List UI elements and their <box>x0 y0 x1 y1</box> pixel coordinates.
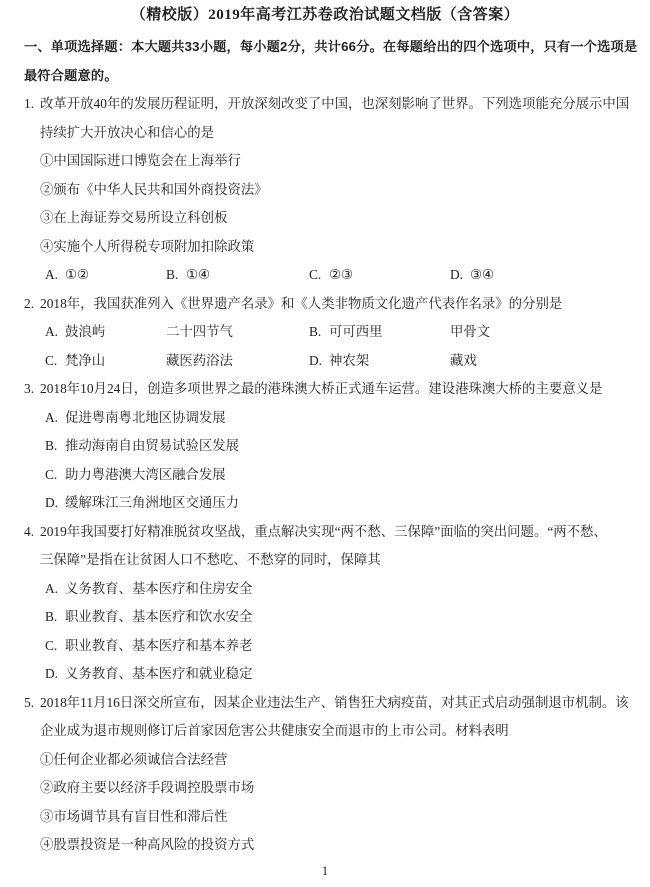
choice-text: 甲骨文 <box>450 324 491 339</box>
choice-text: ②③ <box>329 267 354 282</box>
question-5-number: 5. <box>24 694 35 710</box>
question-5-item-3: ③市场调节具有盲目性和滞后性 <box>40 808 228 824</box>
question-1-item-2: ②颁布《中华人民共和国外商投资法》 <box>40 181 268 197</box>
choice-label: C. <box>309 267 322 282</box>
choice-text: 促进粤南粤北地区协调发展 <box>65 409 226 425</box>
document-title: （精校版）2019年高考江苏卷政治试题文档版（含答案） <box>130 7 520 23</box>
page-number: 1 <box>321 864 329 878</box>
question-4-choice-b <box>0 603 650 632</box>
question-3-choice-a <box>0 404 650 433</box>
choice-text: 可可西里 <box>329 324 383 339</box>
question-2-choice-c2 <box>166 347 309 376</box>
question-2-choice-a <box>45 318 166 347</box>
choice-text: 二十四节气 <box>166 324 233 339</box>
question-4-number: 4. <box>24 523 35 539</box>
choice-text: 义务教育、基本医疗和就业稳定 <box>65 666 253 681</box>
question-5-item-1: ①任何企业都必须诚信合法经营 <box>40 751 228 767</box>
choice-label: D. <box>450 267 464 282</box>
choice-text: ③④ <box>470 267 495 282</box>
question-1-item-4: ④实施个人所得税专项附加扣除政策 <box>40 238 255 254</box>
question-4-choice-a <box>0 575 650 604</box>
question-2-choice-b2 <box>450 318 650 347</box>
question-5-stem-text: 2018年11月16日深交所宣布，因某企业违法生产、销售狂犬病疫苗，对其正式启动强制退市机制。该 <box>40 694 629 710</box>
choice-text: 神农架 <box>329 352 370 368</box>
choice-label: D. <box>45 495 59 510</box>
question-3-choice-c <box>0 461 650 490</box>
question-5-item-4: ④股票投资是一种高风险的投资方式 <box>40 837 255 852</box>
choice-label: B. <box>166 267 179 282</box>
choice-label: D. <box>45 666 59 681</box>
choice-text: 藏戏 <box>450 352 477 368</box>
question-5-stem-line1 <box>0 689 650 718</box>
question-2-stem-text: 2018年，我国获准列入《世界遗产名录》和《人类非物质文化遗产代表作名录》的分别是 <box>40 295 563 311</box>
choice-text: 缓解珠江三角洲地区交通压力 <box>65 495 240 510</box>
question-2-choice-row-2 <box>0 347 650 376</box>
question-1-stem-line2: 持续扩大开放决心和信心的是 <box>40 124 215 140</box>
choice-label: A. <box>45 409 59 425</box>
question-2-choice-d2 <box>450 347 650 376</box>
question-2-choice-b <box>309 318 450 347</box>
question-3-stem-line1 <box>0 375 650 404</box>
question-3-number: 3. <box>24 381 35 396</box>
choice-label: C. <box>45 466 58 482</box>
question-5-stem-line2: 企业成为退市规则修订后首家因危害公共健康安全而退市的上市公司。材料表明 <box>40 723 509 738</box>
question-3-choice-b <box>0 432 650 461</box>
question-1-item-3: ③在上海证券交易所设立科创板 <box>40 210 228 225</box>
choice-text: 推动海南自由贸易试验区发展 <box>65 438 240 453</box>
question-3-choice-d <box>0 489 650 518</box>
choice-text: ①④ <box>186 267 211 282</box>
question-1-choice-c <box>309 261 450 290</box>
question-1-stem-text: 改革开放40年的发展历程证明，开放深刻改变了中国，也深刻影响了世界。下列选项能充分展示中国 <box>40 96 630 111</box>
question-1-choice-b <box>166 261 309 290</box>
question-4-stem-line1 <box>0 518 650 547</box>
question-2-choice-c <box>45 347 166 376</box>
choice-label: B. <box>45 438 58 453</box>
choice-text: 梵净山 <box>65 352 106 368</box>
choice-text: 职业教育、基本医疗和饮水安全 <box>65 609 253 624</box>
question-2-choice-a2 <box>166 318 309 347</box>
question-1-choice-d <box>450 261 650 290</box>
question-1-choice-row <box>0 261 650 290</box>
question-1-number: 1. <box>24 96 35 111</box>
question-5-item-2: ②政府主要以经济手段调控股票市场 <box>40 780 255 795</box>
section-heading-line2: 最符合题意的。 <box>24 67 118 83</box>
choice-label: B. <box>45 609 58 624</box>
choice-text: 藏医药浴法 <box>166 352 233 368</box>
choice-label: A. <box>45 267 59 282</box>
choice-text: ①② <box>65 267 90 282</box>
question-4-stem-text: 2019年我国要打好精准脱贫攻坚战，重点解决实现“两不愁、三保障”面临的突出问题。“两不愁、 <box>40 523 607 539</box>
choice-text: 鼓浪屿 <box>65 324 106 339</box>
question-4-stem-line2: 三保障”是指在让贫困人口不愁吃、不愁穿的同时，保障其 <box>40 552 381 567</box>
choice-label: A. <box>45 580 59 596</box>
question-3-stem-text: 2018年10月24日，创造多项世界之最的港珠澳大桥正式通车运营。建设港珠澳大桥的主要意义是 <box>40 381 603 396</box>
question-4-choice-d <box>0 660 650 689</box>
choice-label: A. <box>45 324 59 339</box>
choice-label: C. <box>45 637 58 653</box>
question-1-item-1: ①中国国际进口博览会在上海举行 <box>40 153 241 168</box>
choice-label: D. <box>309 352 323 368</box>
choice-text: 义务教育、基本医疗和住房安全 <box>65 580 253 596</box>
section-heading-line1: 一、单项选择题：本大题共33小题，每小题2分，共计66分。在每题给出的四个选项中，只有一个选项是 <box>24 39 638 54</box>
question-4-choice-c <box>0 632 650 661</box>
question-2-choice-row-1 <box>0 318 650 347</box>
choice-label: C. <box>45 352 58 368</box>
question-2-choice-d <box>309 347 450 376</box>
question-1-stem-line1 <box>0 90 650 119</box>
question-1-choice-a <box>45 261 166 290</box>
question-2-stem-line1 <box>0 290 650 319</box>
question-2-number: 2. <box>24 295 35 311</box>
choice-label: B. <box>309 324 322 339</box>
choice-text: 助力粤港澳大湾区融合发展 <box>65 466 226 482</box>
choice-text: 职业教育、基本医疗和基本养老 <box>65 637 253 653</box>
